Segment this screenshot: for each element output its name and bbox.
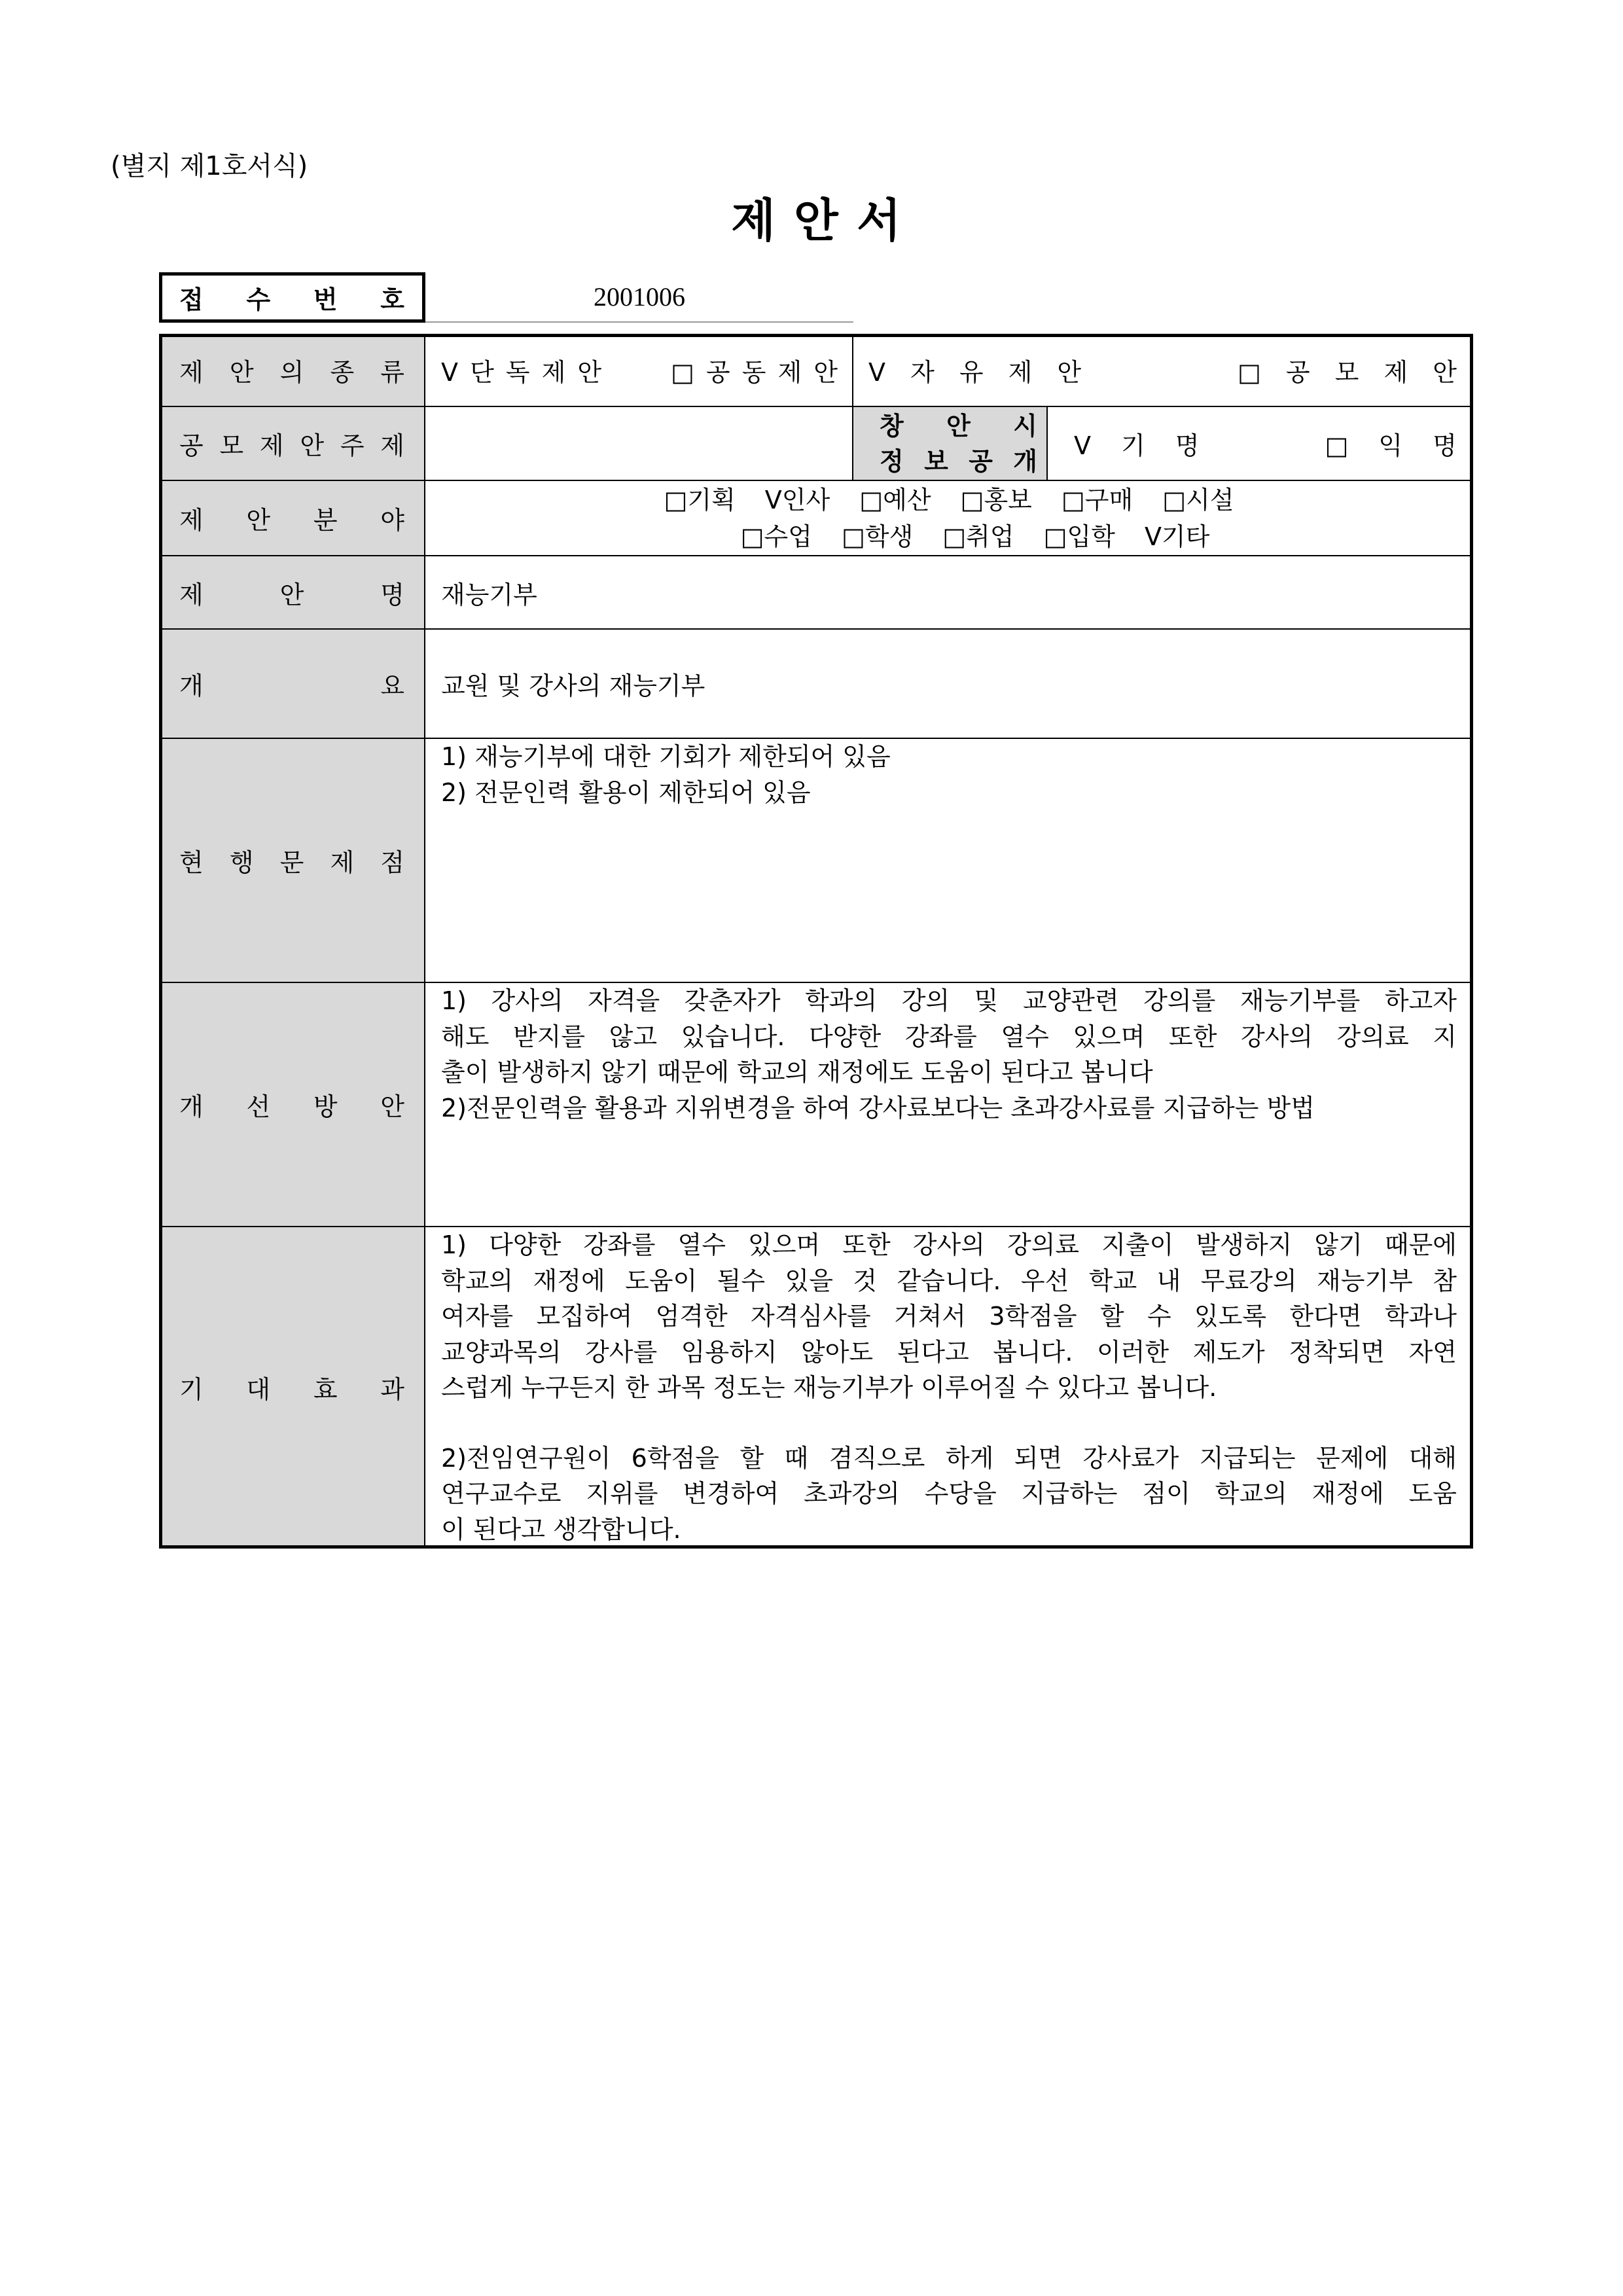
improvement-plan-label-cell <box>159 983 425 1227</box>
expected-effects-text-cell <box>425 1227 1473 1549</box>
document-title: 제 안 서 <box>731 194 902 247</box>
field-option-personnel: V인사 <box>764 485 830 514</box>
proposal-origin-cell <box>853 334 1473 407</box>
form-code-label: (별지 제1호서식) <box>111 151 308 181</box>
named-option: V 기 명 <box>1074 431 1211 460</box>
contest-proposal-option: □ 공 모 제 안 <box>1237 357 1465 387</box>
proposal-name-label-cell <box>159 556 425 630</box>
field-option-students: □학생 <box>841 522 914 551</box>
receipt-number-label-box <box>159 272 425 323</box>
text-line: 1) 강사의 자격을 갖춘자가 학과의 강의 및 교양관련 강의를 재능기부를 하고자 <box>441 986 1457 1015</box>
expected-effects-label: 기 대 효 과 <box>179 1375 404 1404</box>
text-line: 학교의 재정에 도움이 될수 있을 것 같습니다. 우선 학교 내 무료강의 재능기부 참 <box>441 1266 1457 1295</box>
current-problems-text-cell <box>425 739 1473 983</box>
receipt-number-label: 접 수 번 호 <box>179 285 404 314</box>
field-option-planning: □기획 <box>664 485 736 514</box>
proposal-type-label-cell <box>159 334 425 407</box>
text-line: 2)전문인력을 활용과 지위변경을 하여 강사료보다는 초과강사료를 지급하는 방법 <box>441 1093 1315 1122</box>
proposal-name-value-cell <box>425 556 1473 630</box>
proposal-field-label: 제 안 분 야 <box>179 506 404 535</box>
current-problems-label: 현 행 문 제 점 <box>179 848 404 877</box>
field-option-facilities: □시설 <box>1162 485 1234 514</box>
field-options-row-1 <box>441 482 1457 518</box>
anonymous-option: □ 익 명 <box>1325 431 1468 460</box>
text-line: 이 된다고 생각합니다. <box>441 1515 681 1544</box>
sole-proposal-option: V 단 독 제 안 <box>441 357 604 387</box>
free-proposal-option: V 자 유 제 안 <box>868 357 1090 387</box>
disclosure-options-cell <box>1048 407 1473 481</box>
proposal-name-label: 제 안 명 <box>179 580 404 609</box>
text-line: 2)전임연구원이 6학점을 할 때 겸직으로 하게 되면 강사료가 지급되는 문제에 대해 <box>441 1443 1457 1473</box>
proposal-field-options-cell <box>425 481 1473 556</box>
disclosure-label-line-2: 정 보 공 개 <box>880 446 1037 476</box>
proposal-name-value: 재능기부 <box>441 580 537 609</box>
text-line: 1) 다양한 강좌를 열수 있으며 또한 강사의 강의료 지출이 발생하지 않기 때문에 <box>441 1230 1457 1259</box>
text-line: 스럽게 누구든지 한 과목 정도는 재능기부가 이루어질 수 있다고 봅니다. <box>441 1373 1217 1402</box>
summary-label: 개 요 <box>179 672 404 700</box>
text-line: 1) 재능기부에 대한 기회가 제한되어 있음 <box>441 742 891 771</box>
joint-proposal-option: □ 공 동 제 안 <box>670 357 840 387</box>
summary-value-cell <box>425 630 1473 739</box>
contest-topic-label-cell <box>159 407 425 481</box>
field-option-admissions: □입학 <box>1043 522 1115 551</box>
field-options-row-2 <box>441 518 1457 555</box>
expected-effects-label-cell <box>159 1227 425 1549</box>
field-option-budget: □예산 <box>859 485 931 514</box>
summary-value: 교원 및 강사의 재능기부 <box>441 672 705 700</box>
paragraph-spacer <box>441 1406 1457 1441</box>
current-problems-label-cell <box>159 739 425 983</box>
field-option-classes: □수업 <box>740 522 812 551</box>
field-option-publicity: □홍보 <box>960 485 1032 514</box>
disclosure-label-line-1: 창 안 시 <box>880 411 1037 440</box>
text-line: 출이 발생하지 않기 때문에 학교의 재정에도 도움이 된다고 봅니다 <box>441 1058 1153 1086</box>
contest-topic-value-cell <box>425 407 853 481</box>
text-line: 연구교수로 지위를 변경하여 초과강의 수당을 지급하는 점이 학교의 재정에 도움 <box>441 1479 1457 1508</box>
proposal-type-label: 제 안 의 종 류 <box>179 357 404 387</box>
contest-topic-label: 공 모 제 안 주 제 <box>179 431 404 460</box>
proposal-authorship-cell <box>425 334 853 407</box>
summary-label-cell <box>159 630 425 739</box>
text-line: 교양과목의 강사를 임용하지 않아도 된다고 봅니다. 이러한 제도가 정착되면 자연 <box>441 1337 1457 1367</box>
field-option-other: V기타 <box>1144 522 1210 551</box>
field-option-employment: □취업 <box>942 522 1014 551</box>
text-line: 해도 받지를 않고 있습니다. 다양한 강좌를 열수 있으며 또한 강사의 강의료 지 <box>441 1022 1457 1051</box>
improvement-plan-label: 개 선 방 안 <box>179 1092 404 1121</box>
proposal-form-table <box>159 334 1473 1549</box>
text-line: 여자를 모집하여 엄격한 자격심사를 거쳐서 3학점을 할 수 있도록 한다면 학과나 <box>441 1302 1457 1331</box>
field-option-purchasing: □구매 <box>1061 485 1133 514</box>
receipt-number-value: 2001006 <box>425 272 853 323</box>
improvement-plan-text-cell <box>425 983 1473 1227</box>
proposal-field-label-cell <box>159 481 425 556</box>
text-line: 2) 전문인력 활용이 제한되어 있음 <box>441 778 811 807</box>
disclosure-label-cell <box>853 407 1048 481</box>
